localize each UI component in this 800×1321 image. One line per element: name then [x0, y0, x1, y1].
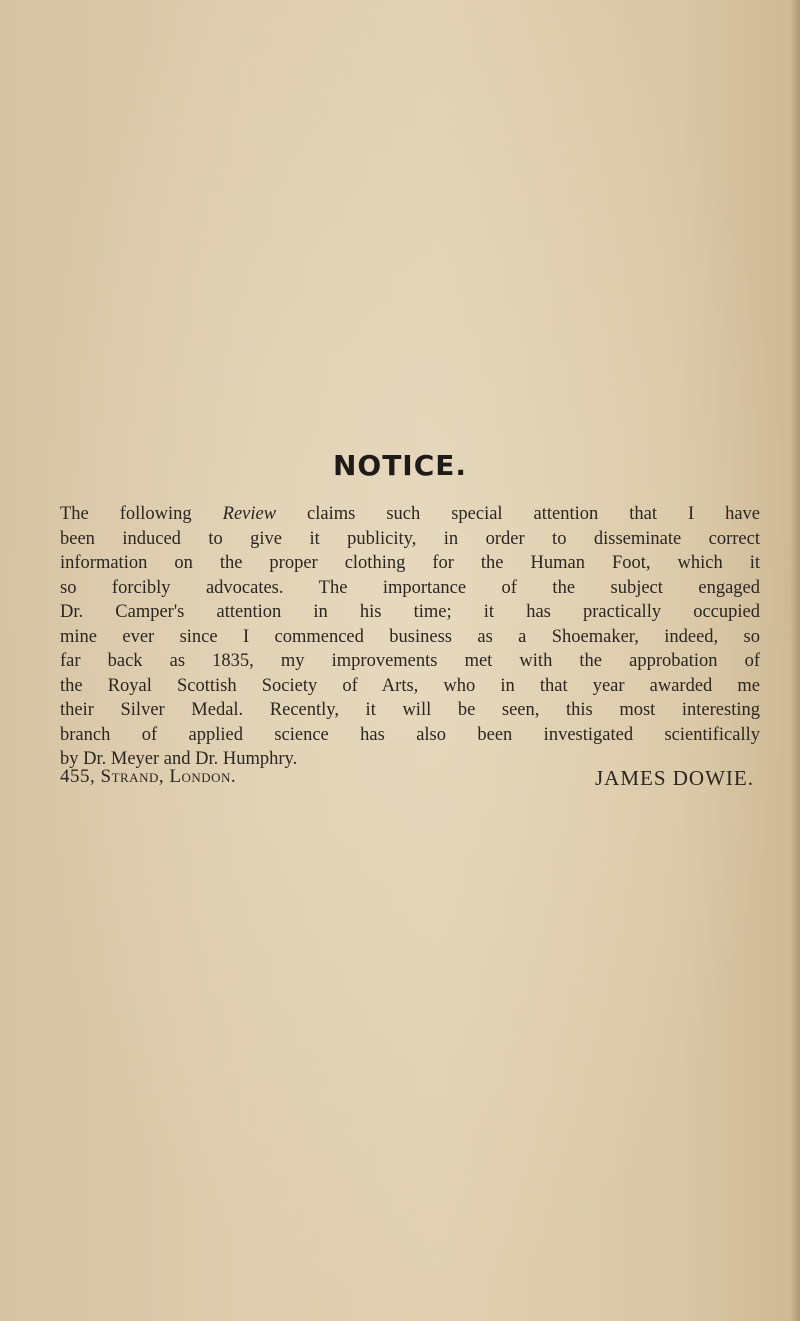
body-line: mine ever since I commenced business as a Shoemaker, indeed, so [60, 626, 760, 647]
body-line: their Silver Medal. Recently, it will be seen, this most interesting [60, 700, 760, 720]
body-line: the Royal Scottish Society of Arts, who in that year awarded me [60, 675, 760, 696]
address: 455, Strand, London. [60, 766, 237, 787]
body-line: branch of applied science has also been investigated scientifically [60, 724, 760, 745]
review-word: Review [222, 504, 277, 524]
signature-block [60, 766, 760, 794]
body-line: so forcibly advocates. The importance of the subject engaged [60, 577, 760, 598]
page-edge [790, 0, 800, 1321]
body-line: information on the proper clothing for the Human Foot, which it [60, 553, 760, 573]
notice-body [60, 502, 760, 772]
body-line: been induced to give it publicity, in order to disseminate correct [60, 528, 760, 549]
author-name: JAMES DOWIE. [595, 766, 754, 790]
body-line: Dr. Camper's attention in his time; it has practically occupied [60, 602, 760, 622]
body-line: by Dr. Meyer and Dr. Humphry. [60, 749, 298, 769]
body-line: The following Review claims such special attention that I have [60, 504, 761, 524]
body-line: far back as 1835, my improvements met with the approbation of [60, 651, 760, 671]
notice-heading: NOTICE. [332, 449, 468, 482]
